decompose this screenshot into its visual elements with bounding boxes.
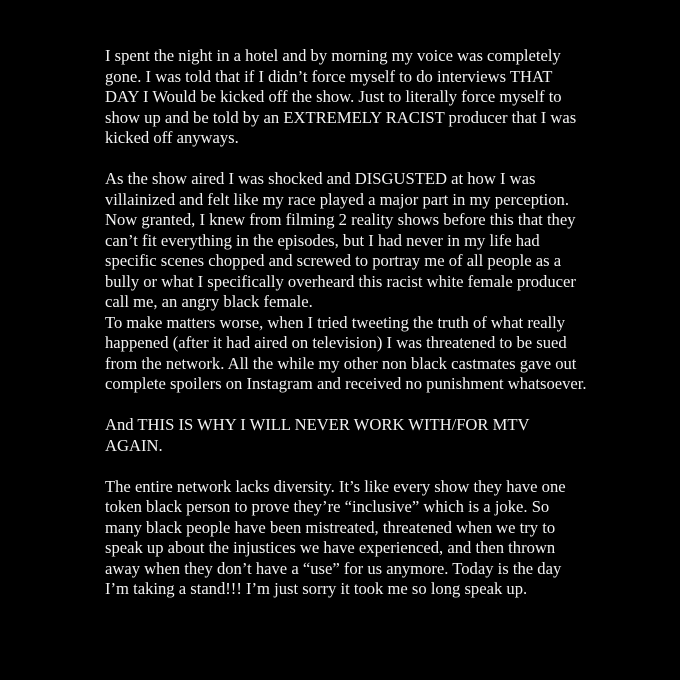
statement-text	[105, 46, 587, 600]
paragraph-spacer	[105, 149, 587, 170]
paragraph-show-aired: As the show aired I was shocked and DISGUSTED at how I was villainized and felt like my race played a major part in my perception. Now granted, I knew from filming 2 reality shows before this that they can’t fit everything in the episodes, but I had never in my life had specific scenes chopped and screwed to portray me of all people as a bully or what I specifically overheard this racist white female producer call me, an angry black female.	[105, 169, 576, 311]
paragraph-spacer	[105, 456, 587, 477]
paragraph-matters-worse: To make matters worse, when I tried tweeting the truth of what really happened (after it had aired on television) I was threatened to be sued from the network. All the while my other non black castmates gave out complete spoilers on Instagram and received no punishment whatsoever.	[105, 312, 587, 393]
paragraph-spacer	[105, 395, 587, 416]
paragraph-hotel: I spent the night in a hotel and by morning my voice was completely gone. I was told that if I didn’t force myself to do interviews THAT DAY I Would be kicked off the show. Just to literally force myself to show up and be told by an EXTREMELY RACIST producer that I was kicked off anyways.	[105, 46, 577, 147]
paragraph-network-diversity: The entire network lacks diversity. It’s like every show they have one token black person to prove they’re “inclusive” which is a joke. So many black people have been mistreated, threatened when we try to speak up about the injustices we have experienced, and then thrown away when they don’t have a “use” for us anymore. Today is the day I’m taking a stand!!! I’m just sorry it took me so long speak up.	[105, 476, 566, 598]
paragraph-never-work: And THIS IS WHY I WILL NEVER WORK WITH/FOR MTV AGAIN.	[105, 415, 530, 455]
